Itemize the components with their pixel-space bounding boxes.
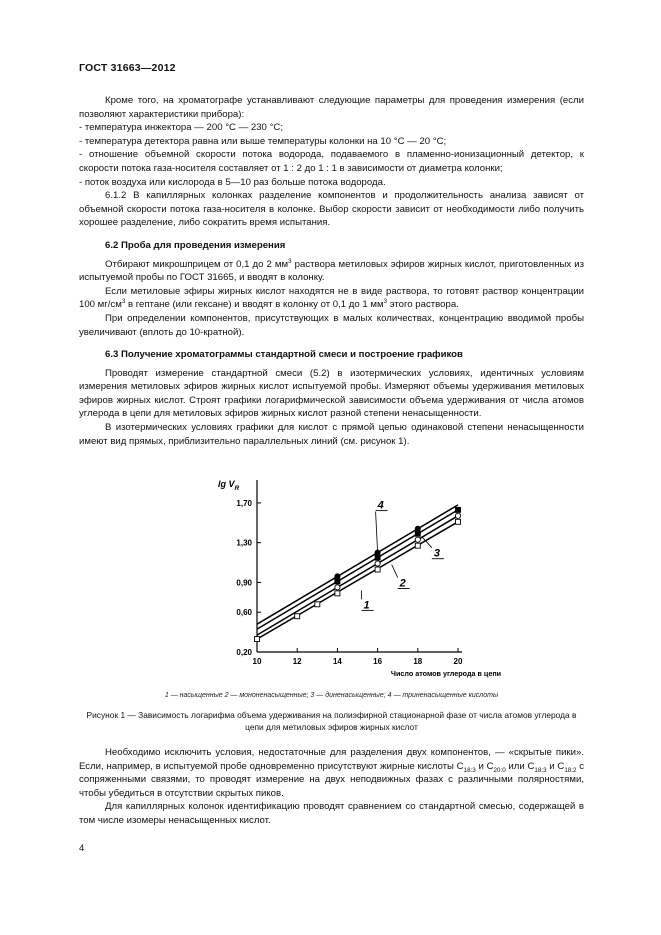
figure-1-chart bbox=[200, 470, 502, 680]
paragraph-6-2-c: При определении компонентов, присутствующих в малых количествах, концентрацию вводимой пробы увеличивают (вплоть до 10-кратной). bbox=[79, 312, 584, 338]
section-heading-6-2: 6.2 Проба для проведения измерения bbox=[105, 239, 286, 251]
series-label-3: 3 bbox=[433, 547, 440, 560]
data-point bbox=[415, 526, 420, 531]
data-point bbox=[335, 585, 340, 590]
page-number: 4 bbox=[79, 843, 85, 854]
data-point bbox=[415, 543, 420, 548]
paragraph-6-3-b: В изотермических условиях графики для кислот с прямой цепью одинаковой степени ненасыщенности имеют вид прямых, приблизительно параллельных линий (см. рисунок 1). bbox=[79, 422, 584, 447]
list-item: - температура инжектора — 200 °С — 230 °С; bbox=[79, 122, 283, 134]
text-block-bottom bbox=[79, 746, 584, 828]
data-point bbox=[335, 579, 340, 584]
series-lines bbox=[257, 505, 458, 639]
data-point bbox=[335, 591, 340, 596]
x-tick-label: 18 bbox=[413, 657, 423, 666]
paragraph: Кроме того, на хроматографе устанавливают следующие параметры для проведения измерения (если позволяют характеристики прибора): bbox=[79, 95, 584, 120]
series-line-2 bbox=[257, 516, 458, 635]
x-tick-label: 16 bbox=[373, 657, 383, 666]
standard-header: ГОСТ 31663—2012 bbox=[79, 62, 176, 74]
data-point bbox=[295, 614, 300, 619]
figure-caption: Рисунок 1 — Зависимость логарифма объема удерживания на полиэфирной стационарной фазе от числа атомов углерода в цепи для метиловых эфиров жирных кислот bbox=[86, 710, 577, 732]
y-tick-label: 1,70 bbox=[236, 498, 252, 508]
y-axis-label: $\lg V_R$ bbox=[218, 479, 240, 492]
data-point bbox=[456, 507, 461, 512]
series-line-4 bbox=[257, 505, 458, 624]
x-tick-label: 14 bbox=[332, 657, 342, 666]
series-line-1 bbox=[257, 522, 458, 639]
data-point bbox=[255, 637, 260, 642]
paragraph-hidden-peaks: Необходимо исключить условия, недостаточные для разделения двух компонентов, — «скрытые пики». Если, например, в испытуемой пробе одновременно присутствуют жирные кислоты $С_{18:3}$ и $С_{20:0}$ или $С_{18:3}$ и $С_{18:2}$ с сопряженными связями, то проводят измерение на двух неподвижных фазах с различными полярностями, чтобы убедиться в отсутствии скрытых пиков. bbox=[79, 747, 584, 799]
figure-legend: 1 — насыщенные 2 — мононенасыщенные; 3 — диненасыщенные; 4 — триненасыщенные кислоты bbox=[164, 692, 499, 699]
series-label-1: 1 bbox=[363, 599, 370, 612]
list-item: - отношение объемной скорости потока водорода, подаваемого в пламенно-ионизационный детектор, к скорости потока газа-носителя составляет от 1 : 2 до 1 : 1 в зависимости от диаметра колонки; bbox=[79, 149, 584, 174]
data-point bbox=[335, 574, 340, 579]
text-block-top bbox=[79, 94, 584, 448]
series-line-3 bbox=[257, 510, 458, 629]
data-point bbox=[375, 555, 380, 560]
data-point bbox=[315, 602, 320, 607]
data-point bbox=[455, 513, 460, 518]
data-point bbox=[456, 519, 461, 524]
x-tick-label: 10 bbox=[252, 657, 262, 666]
x-tick-label: 20 bbox=[453, 657, 463, 666]
paragraph-capillary: Для капиллярных колонок идентификацию проводят сравнением со стандартной смесью, содержащей в том числе изомеры ненасыщенных кислот. bbox=[79, 801, 584, 826]
list-item: - поток воздуха или кислорода в 5—10 раз больше потока водорода. bbox=[79, 176, 386, 188]
series-label-leader bbox=[376, 512, 378, 553]
x-axis-label: Число атомов углерода в цепи bbox=[390, 669, 502, 678]
paragraph-6-2-b: Если метиловые эфиры жирных кислот находятся не в виде раствора, то готовят раствор концентрации 100 $мг/см^3$ в гептане (или гексане) и вводят в колонку от 0,1 до 1 $мм^3$ этого раствора. bbox=[79, 285, 584, 311]
section-heading-6-3: 6.3 Получение хроматограммы стандартной смеси и построение графиков bbox=[105, 349, 463, 361]
y-tick-label: 1,30 bbox=[236, 538, 252, 548]
paragraph-6-1-2: 6.1.2 В капиллярных колонках разделение компонентов и продолжительность анализа зависят от объемной скорости потока газа-носителя в колонке. Выбор скорости зависит от необходимости либо получить хорошее разделение, либо сократить время испытания. bbox=[79, 190, 584, 229]
y-tick-label: 0,60 bbox=[236, 608, 252, 618]
paragraph-6-2-a: Отбирают микрошприцем от 0,1 до 2 $мм^3$ раствора метиловых эфиров жирных кислот, приготовленных из испытуемой пробы по ГОСТ 31665, и вводят в колонку. bbox=[79, 257, 584, 284]
x-tick-labels bbox=[253, 648, 463, 666]
data-point bbox=[415, 537, 420, 542]
y-tick-label: 0,20 bbox=[236, 648, 252, 657]
series-label-4: 4 bbox=[377, 499, 384, 512]
data-point bbox=[375, 561, 380, 566]
series-label-leader bbox=[392, 565, 398, 578]
chart-axes bbox=[257, 480, 462, 652]
data-point bbox=[415, 531, 420, 536]
data-point bbox=[375, 567, 380, 572]
x-tick-label: 12 bbox=[292, 657, 302, 666]
series-label-2: 2 bbox=[399, 577, 406, 590]
paragraph-6-3-a: Проводят измерение стандартной смеси (5.2) в изотермических условиях, идентичных условиям измерения метиловых эфиров жирных кислот испытуемой пробы. Измеряют объемы удерживания метиловых эфиров жирных кислот. Строят графики логарифмической зависимости объема удерживания от числа атомов углерода в цепи для метиловых эфиров жирных кислот разной степени ненасыщенности. bbox=[79, 367, 584, 420]
y-tick-label: 0,90 bbox=[236, 578, 252, 588]
list-item: - температура детектора равна или выше температуры колонки на 10 °С — 20 °С; bbox=[79, 135, 447, 147]
